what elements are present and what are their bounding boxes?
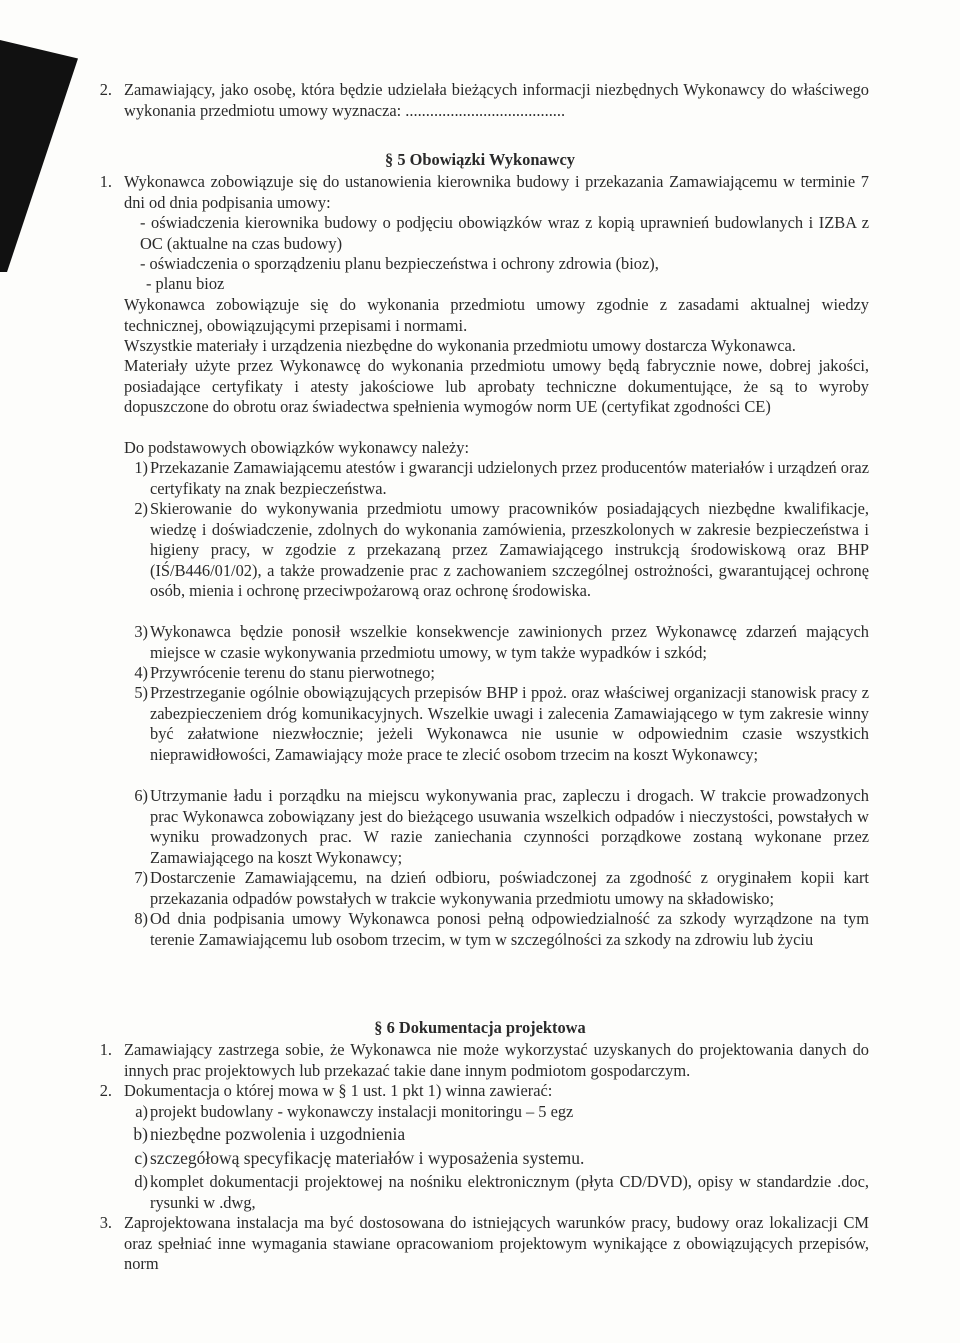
- duty-item: Przywrócenie terenu do stanu pierwotnego;: [150, 663, 435, 682]
- duty-number: 1): [134, 458, 148, 477]
- bullet-bioz-plan: - planu bioz: [146, 274, 225, 293]
- duty-item: Utrzymanie ładu i porządku na miejscu wykonywania prac, zapleczu i drogach. W trakcie prowadzonych prac Wykonawca zobowiązany jest do bieżącego usuwania wszelkich odpadów i nieczystości, powstałych w wyniku prowadzonych prac. W razie zaniechania czynności porządkowe zostaną wykonane przez Zamawiającego na koszt Wykonawcy;: [150, 786, 869, 867]
- item-number: 1.: [99, 172, 112, 191]
- duty-item: Przekazanie Zamawiającemu atestów i gwarancji udzielonych przez producentów materiałów i urządzeń oraz certyfikaty na znak bezpieczeństwa.: [150, 458, 869, 498]
- sub-item-letter: c): [134, 1148, 148, 1168]
- bullet-bioz-statement: - oświadczenia o sporządzeniu planu bezpieczeństwa i ochrony zdrowia (bioz),: [140, 254, 659, 273]
- paragraph-duties-intro: Do podstawowych obowiązków wykonawcy należy:: [124, 438, 470, 457]
- duty-number: 6): [134, 786, 148, 805]
- bullet-site-manager: - oświadczenia kierownika budowy o podjęciu obowiązków wraz z kopią uprawnień budowlanych i IZBA z OC (aktualne na czas budowy): [140, 213, 869, 253]
- duty-number: 2): [134, 499, 148, 518]
- sub-item-letter: d): [134, 1172, 148, 1191]
- duty-item: Wykonawca będzie ponosił wszelkie konsekwencje zawinionych przez Wykonawcę zdarzeń mających miejsce w czasie wykonywania przedmiotu umowy, w tym także wypadków i szkód;: [150, 622, 869, 662]
- paragraph-materials-quality: Materiały użyte przez Wykonawcę do wykonania przedmiotu umowy będą fabrycznie nowe, dobrej jakości, posiadające certyfikaty i atesty jakościowe lub aprobaty techniczne dokumentujące, że są to wyroby dopuszczone do obrotu oraz świadectwa spełnienia wymogów norm UE (certyfikat zgodności CE): [124, 356, 869, 416]
- sub-item: niezbędne pozwolenia i uzgodnienia: [150, 1124, 406, 1144]
- duty-number: 5): [134, 683, 148, 702]
- sub-item: szczegółową specyfikację materiałów i wyposażenia systemu.: [150, 1148, 585, 1168]
- section-6-heading: § 6 Dokumentacja projektowa: [374, 1018, 586, 1037]
- sub-item: komplet dokumentacji projektowej na nośniku elektronicznym (płyta CD/DVD), opisy w standardzie .doc, rysunki w .dwg,: [150, 1172, 869, 1212]
- section-6-item-3: Zaprojektowana instalacja ma być dostosowana do istniejących warunków pracy, budowy oraz lokalizacji CM oraz spełniać inne wymagania stawiane opracowaniom projektowym wynikające z obowiązujących przepisów, norm: [124, 1213, 869, 1273]
- duty-number: 4): [134, 663, 148, 682]
- item-number: 3.: [99, 1213, 112, 1232]
- sub-item-letter: b): [133, 1124, 148, 1144]
- section-5-heading: § 5 Obowiązki Wykonawcy: [385, 150, 575, 169]
- section-6-item-2: Dokumentacja o której mowa w § 1 ust. 1 pkt 1) winna zawierać:: [124, 1081, 553, 1100]
- sub-item-letter: a): [135, 1102, 148, 1121]
- item-number: 2.: [99, 80, 112, 99]
- paragraph-materials-supply: Wszystkie materiały i urządzenia niezbędne do wykonania przedmiotu umowy dostarcza Wykonawca.: [124, 336, 796, 355]
- duty-item: Od dnia podpisania umowy Wykonawca ponosi pełną odpowiedzialność za szkody wyrządzone na tym terenie Zamawiającemu lub osobom trzecim, w tym w szczególności za szkody na zdrowiu lub życiu: [150, 909, 869, 949]
- duty-number: 8): [134, 909, 148, 928]
- item-number: 1.: [99, 1040, 112, 1059]
- duty-number: 7): [134, 868, 148, 887]
- item-number: 2.: [99, 1081, 112, 1100]
- duty-number: 3): [134, 622, 148, 641]
- duty-item: Przestrzeganie ogólnie obowiązujących przepisów BHP i ppoż. oraz właściwej organizacji stanowisk pracy z zabezpieczeniem dróg komunikacyjnych. Wszelkie uwagi i zalecenia Zamawiającego w tym zakresie winny być załatwione niezwłocznie; jeżeli Wykonawca nie usunie w odpowiednim czasie wszystkich nieprawidłowości, Zamawiający może prace te zlecić osobom trzecim na koszt Wykonawcy;: [150, 683, 869, 764]
- paragraph-knowledge: Wykonawca zobowiązuje się do wykonania przedmiotu umowy zgodnie z zasadami aktualnej wiedzy technicznej, obowiązującymi przepisami i normami.: [124, 295, 869, 335]
- contact-person-clause: Zamawiający, jako osobę, która będzie udzielała bieżących informacji niezbędnych Wykonawcy do właściwego wykonania przedmiotu umowy wyznacza: .......................................: [124, 80, 869, 120]
- duty-item: Skierowanie do wykonywania przedmiotu umowy pracowników posiadających niezbędne kwalifikacje, wiedzę i doświadczenie, zdolnych do wykonania zamówienia, przeszkolonych w zakresie bezpieczeństwa i higieny pracy, w zgodzie z przekazaną przez Zamawiającego instrukcją środowiskową oraz BHP (IŚ/B446/01/02), a także prowadzenie prac z zachowaniem szczególnej ostrożności, gwarantującej ochronę osób, mienia i ochronę przeciwpożarową oraz ochronę środowiska.: [150, 499, 869, 600]
- section-5-item-1: Wykonawca zobowiązuje się do ustanowienia kierownika budowy i przekazania Zamawiającemu w terminie 7 dni od dnia podpisania umowy:: [124, 172, 869, 212]
- sub-item: projekt budowlany - wykonawczy instalacji monitoringu – 5 egz: [150, 1102, 574, 1121]
- duty-item: Dostarczenie Zamawiającemu, na dzień odbioru, poświadczonej za zgodność z oryginałem kopii kart przekazania odpadów powstałych w trakcie wykonywania przedmiotu umowy na składowisko;: [150, 868, 869, 908]
- section-6-item-1: Zamawiający zastrzega sobie, że Wykonawca nie może wykorzystać uzyskanych do projektowania danych do innych prac projektowych lub przekazać takie dane innym podmiotom gospodarczym.: [124, 1040, 869, 1080]
